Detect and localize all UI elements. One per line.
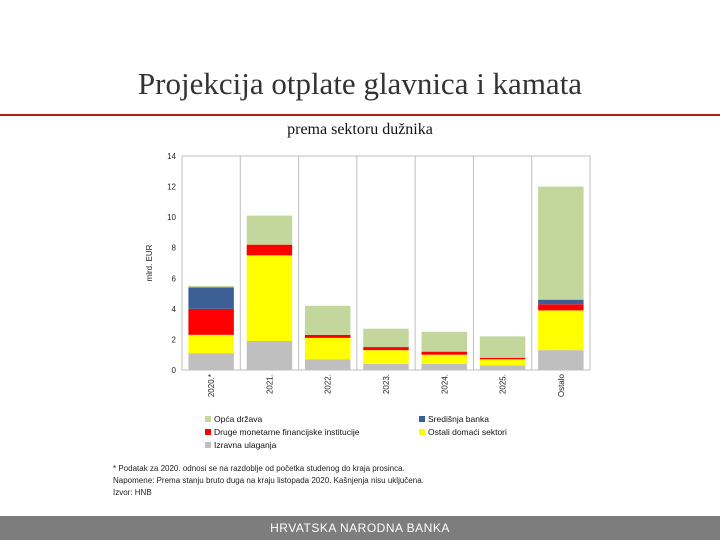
bar-segment bbox=[480, 365, 525, 370]
y-tick-label: 12 bbox=[167, 182, 176, 192]
bar-segment bbox=[363, 329, 408, 347]
x-tick-label: 2020.* bbox=[207, 374, 217, 398]
bar-segment bbox=[480, 336, 525, 357]
legend-swatch bbox=[419, 429, 425, 435]
footer-brand: HRVATSKA NARODNA BANKA bbox=[270, 521, 450, 535]
bar-segment bbox=[247, 255, 292, 341]
bar-segment bbox=[538, 300, 583, 305]
y-tick-label: 6 bbox=[171, 274, 176, 284]
bar-segment bbox=[305, 306, 350, 335]
x-tick-label: Ostalo bbox=[556, 374, 566, 398]
chart-notes bbox=[113, 463, 424, 499]
bar-segment bbox=[363, 364, 408, 370]
chart-subtitle: prema sektoru dužnika bbox=[287, 121, 433, 138]
bar-segment bbox=[538, 187, 583, 300]
bar-segment bbox=[188, 353, 233, 370]
note: Napomene: Prema stanju bruto duga na kraju listopada 2020. Kašnjenja nisu uključena. bbox=[113, 476, 424, 485]
legend-label: Središnja banka bbox=[428, 414, 489, 424]
footer-bar bbox=[0, 516, 720, 540]
y-tick-label: 4 bbox=[171, 304, 176, 314]
legend-label: Izravna ulaganja bbox=[214, 440, 277, 450]
y-tick-label: 14 bbox=[167, 152, 176, 161]
source: Izvor: HNB bbox=[113, 488, 152, 497]
chart-legend bbox=[205, 413, 535, 451]
y-axis-label: mlrd. EUR bbox=[145, 244, 154, 282]
legend-label: Opća država bbox=[214, 414, 263, 424]
legend-item-sredisnja-banka bbox=[419, 413, 529, 425]
legend-swatch bbox=[205, 429, 211, 435]
x-tick-label: 2021. bbox=[265, 374, 275, 395]
bar-segment bbox=[305, 359, 350, 370]
legend-swatch bbox=[419, 416, 425, 422]
bar-segment bbox=[422, 332, 467, 352]
bar-segment bbox=[188, 287, 233, 308]
legend-item-izravna-ulaganja bbox=[205, 439, 419, 451]
legend-item-opca-drzava bbox=[205, 413, 419, 425]
legend-swatch bbox=[205, 442, 211, 448]
legend-swatch bbox=[205, 416, 211, 422]
bar-segment bbox=[305, 338, 350, 359]
y-tick-label: 8 bbox=[171, 243, 176, 253]
x-tick-label: 2022. bbox=[323, 374, 333, 395]
bar-segment bbox=[538, 350, 583, 370]
footnote: * Podatak za 2020. odnosi se na razdoblje od početka studenog do kraja prosinca. bbox=[113, 464, 405, 473]
legend-item-druge-mfi bbox=[205, 426, 419, 438]
y-tick-label: 10 bbox=[167, 213, 176, 223]
bar-segment bbox=[188, 309, 233, 335]
legend-label: Druge monetarne financijske institucije bbox=[214, 427, 360, 437]
bar-segment bbox=[422, 352, 467, 355]
bar-segment bbox=[247, 341, 292, 370]
x-tick-label: 2024. bbox=[440, 374, 450, 395]
legend-label: Ostali domaći sektori bbox=[428, 427, 507, 437]
bar-segment bbox=[247, 245, 292, 256]
stacked-bar-chart bbox=[140, 148, 600, 408]
x-tick-label: 2023. bbox=[382, 374, 391, 395]
legend-item-ostali-domaci-sektori bbox=[419, 426, 529, 438]
title-divider bbox=[0, 114, 720, 116]
x-tick-label: 2025. bbox=[498, 374, 508, 395]
bar-segment bbox=[480, 358, 525, 360]
bar-segment bbox=[538, 310, 583, 350]
bar-segment bbox=[480, 359, 525, 365]
bar-segment bbox=[422, 364, 467, 370]
bar-segment bbox=[422, 355, 467, 364]
bar-segment bbox=[188, 335, 233, 353]
bar-segment bbox=[305, 335, 350, 338]
slide-title: Projekcija otplate glavnica i kamata bbox=[137, 66, 583, 101]
bar-segment bbox=[363, 347, 408, 350]
bar-segment bbox=[188, 286, 233, 288]
bar-segment bbox=[538, 304, 583, 310]
y-tick-label: 2 bbox=[171, 335, 176, 345]
y-tick-label: 0 bbox=[171, 366, 176, 375]
bar-segment bbox=[247, 216, 292, 245]
bar-segment bbox=[363, 350, 408, 364]
